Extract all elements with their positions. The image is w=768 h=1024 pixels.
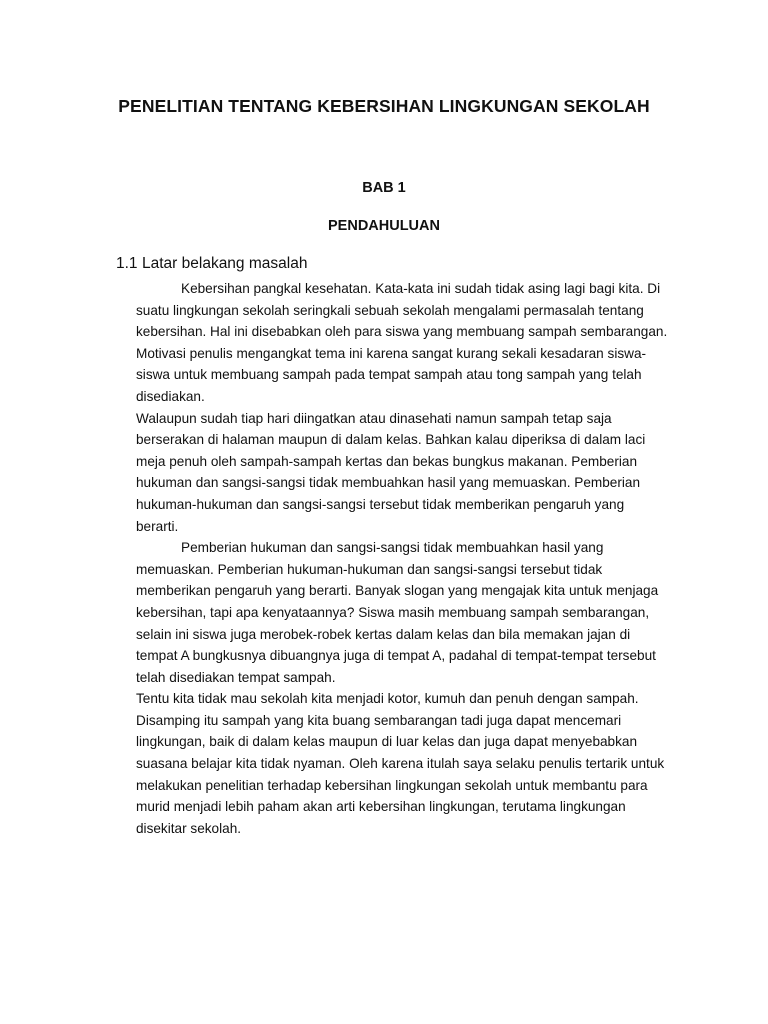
text-line: siswa untuk membuang sampah pada tempat sampah atau tong sampah yang telah xyxy=(136,367,642,383)
text-line: memberikan pengaruh yang berarti. Banyak slogan yang mengajak kita untuk menjaga xyxy=(136,583,659,599)
text-line: suatu lingkungan sekolah seringkali sebuah sekolah mengalami permasalah tentang xyxy=(136,302,644,318)
text-line: kebersihan, tapi apa kenyataannya? Siswa masih membuang sampah sembarangan, xyxy=(136,604,650,620)
text-line: tempat A bungkusnya dibuangnya juga di tempat A, padahal di tempat-tempat tersebut xyxy=(136,648,656,664)
text-line: hukuman dan sangsi-sangsi tidak membuahkan hasil yang memuaskan. Pemberian xyxy=(136,475,641,491)
text-line: lingkungan, baik di dalam kelas maupun di luar kelas dan juga dapat menyebabkan xyxy=(136,734,638,750)
body-text xyxy=(136,278,681,839)
section-heading xyxy=(116,255,307,273)
text-line: selain ini siswa juga merobek-robek kertas dalam kelas dan bila memakan jajan di xyxy=(136,626,631,642)
text-line: melakukan penelitian terhadap kebersihan lingkungan sekolah untuk membantu para xyxy=(136,777,648,793)
chapter-title: PENDAHULUAN xyxy=(328,218,440,234)
text-line: Walaupun sudah tiap hari diingatkan atau dinasehati namun sampah tetap saja xyxy=(136,410,612,426)
text-line: memuaskan. Pemberian hukuman-hukuman dan sangsi-sangsi tersebut tidak xyxy=(136,561,603,577)
text-line: meja penuh oleh sampah-sampah kertas dan bekas bungkus makanan. Pemberian xyxy=(136,453,638,469)
chapter-number: BAB 1 xyxy=(362,180,406,196)
text-line: disekitar sekolah. xyxy=(136,820,242,836)
text-line: suasana belajar kita tidak nyaman. Oleh karena itulah saya selaku penulis tertarik untuk xyxy=(136,756,665,772)
text-line: disediakan. xyxy=(136,388,205,404)
text-line: hukuman-hukuman dan sangsi-sangsi tersebut tidak memberikan pengaruh yang xyxy=(136,496,625,512)
text-line: berarti. xyxy=(136,518,179,534)
text-line: kebersihan. Hal ini disebabkan oleh para siswa yang membuang sampah sembarangan. xyxy=(136,324,668,340)
document-title: PENELITIAN TENTANG KEBERSIHAN LINGKUNGAN SEKOLAH xyxy=(118,96,650,116)
text-line: Disamping itu sampah yang kita buang sembarangan tadi juga dapat mencemari xyxy=(136,712,622,728)
section-number: 1.1 xyxy=(116,255,138,272)
text-line: Kebersihan pangkal kesehatan. Kata-kata ini sudah tidak asing lagi bagi kita. Di xyxy=(181,281,661,296)
text-line: Pemberian hukuman dan sangsi-sangsi tidak membuahkan hasil yang xyxy=(181,540,604,556)
text-line: Motivasi penulis mengangkat tema ini karena sangat kurang sekali kesadaran siswa- xyxy=(136,345,647,361)
text-line: Tentu kita tidak mau sekolah kita menjadi kotor, kumuh dan penuh dengan sampah. xyxy=(136,691,639,707)
text-line: telah disediakan tempat sampah. xyxy=(136,669,336,685)
text-line: berserakan di halaman maupun di dalam kelas. Bahkan kalau diperiksa di dalam laci xyxy=(136,432,646,448)
section-title: Latar belakang masalah xyxy=(142,255,308,272)
text-line: murid menjadi lebih paham akan arti kebersihan lingkungan, terutama lingkungan xyxy=(136,799,626,815)
